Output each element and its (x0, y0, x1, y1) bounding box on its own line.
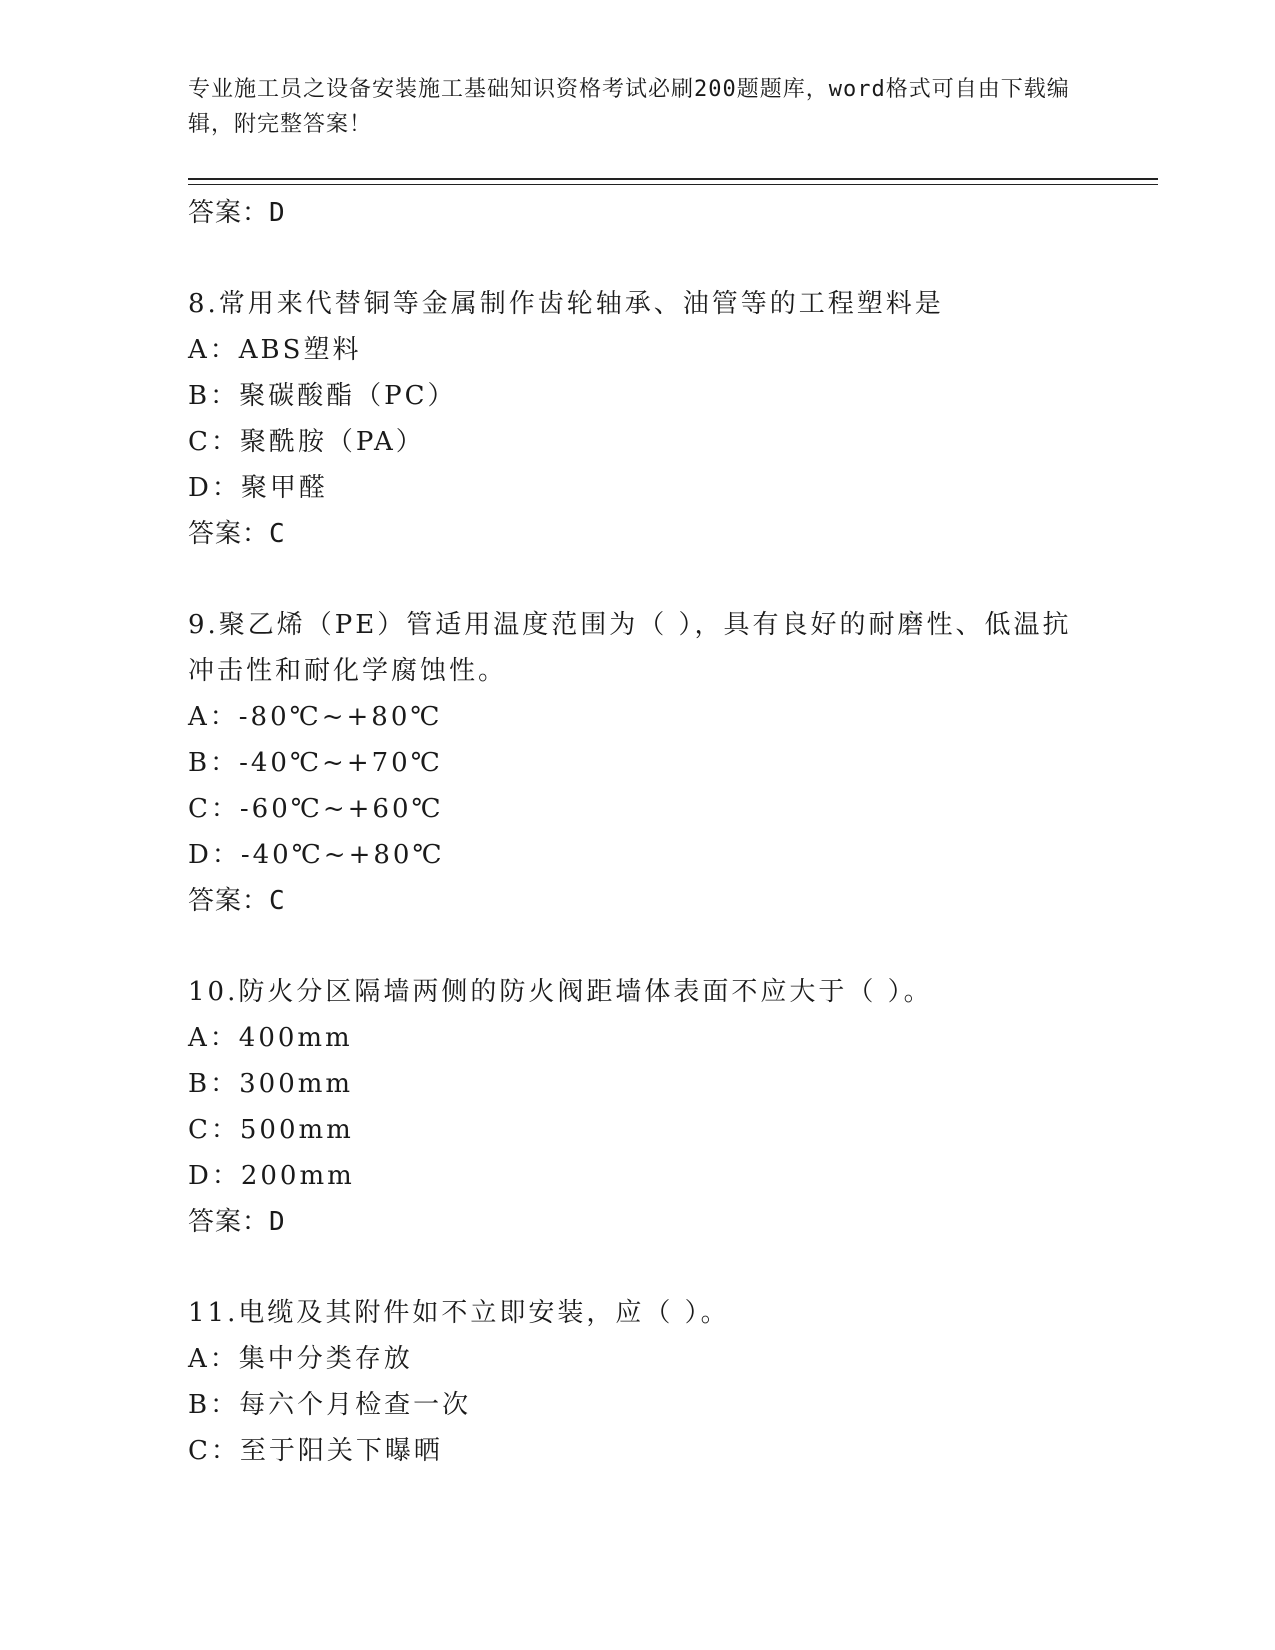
question-8 (188, 281, 1088, 557)
answer: 答案：C (188, 519, 286, 549)
question-9 (188, 602, 1088, 924)
option-b: B：300mm (188, 1069, 354, 1099)
question-stem: 10.防火分区隔墙两侧的防火阀距墙体表面不应大于（ ）。 (188, 977, 933, 1007)
option-d: D：聚甲醛 (188, 473, 328, 503)
option-d: D：-40℃~+80℃ (188, 840, 445, 870)
answer: 答案：C (188, 886, 286, 916)
option-c: C：至于阳关下曝晒 (188, 1436, 443, 1466)
answer: 答案：D (188, 1207, 286, 1237)
option-a: A：集中分类存放 (188, 1344, 413, 1374)
question-stem: 9.聚乙烯（PE）管适用温度范围为（ ），具有良好的耐磨性、低温抗冲击性和耐化学腐蚀性。 (188, 610, 1072, 686)
option-a: A：400mm (188, 1023, 353, 1053)
question-stem: 11.电缆及其附件如不立即安装，应（ ）。 (188, 1298, 730, 1328)
option-a: A：ABS塑料 (188, 335, 362, 365)
option-a: A：-80℃~+80℃ (188, 702, 443, 732)
header-rule-thick (188, 178, 1158, 180)
header-rule-thin (188, 184, 1158, 185)
option-b: B：-40℃~+70℃ (188, 748, 443, 778)
document-header: 专业施工员之设备安装施工基础知识资格考试必刷200题题库，word格式可自由下载编辑，附完整答案！ (188, 77, 1070, 137)
option-b: B：聚碳酸酯（PC） (188, 381, 457, 411)
option-c: C：500mm (188, 1115, 354, 1145)
question-11 (188, 1290, 1088, 1474)
question-10 (188, 969, 1088, 1245)
option-c: C：聚酰胺（PA） (188, 427, 425, 457)
previous-answer: 答案：D (188, 198, 286, 228)
option-d: D：200mm (188, 1161, 355, 1191)
option-b: B：每六个月检查一次 (188, 1390, 472, 1420)
option-c: C：-60℃~+60℃ (188, 794, 444, 824)
document-body (188, 190, 1088, 1474)
question-stem: 8.常用来代替铜等金属制作齿轮轴承、油管等的工程塑料是 (188, 289, 944, 319)
